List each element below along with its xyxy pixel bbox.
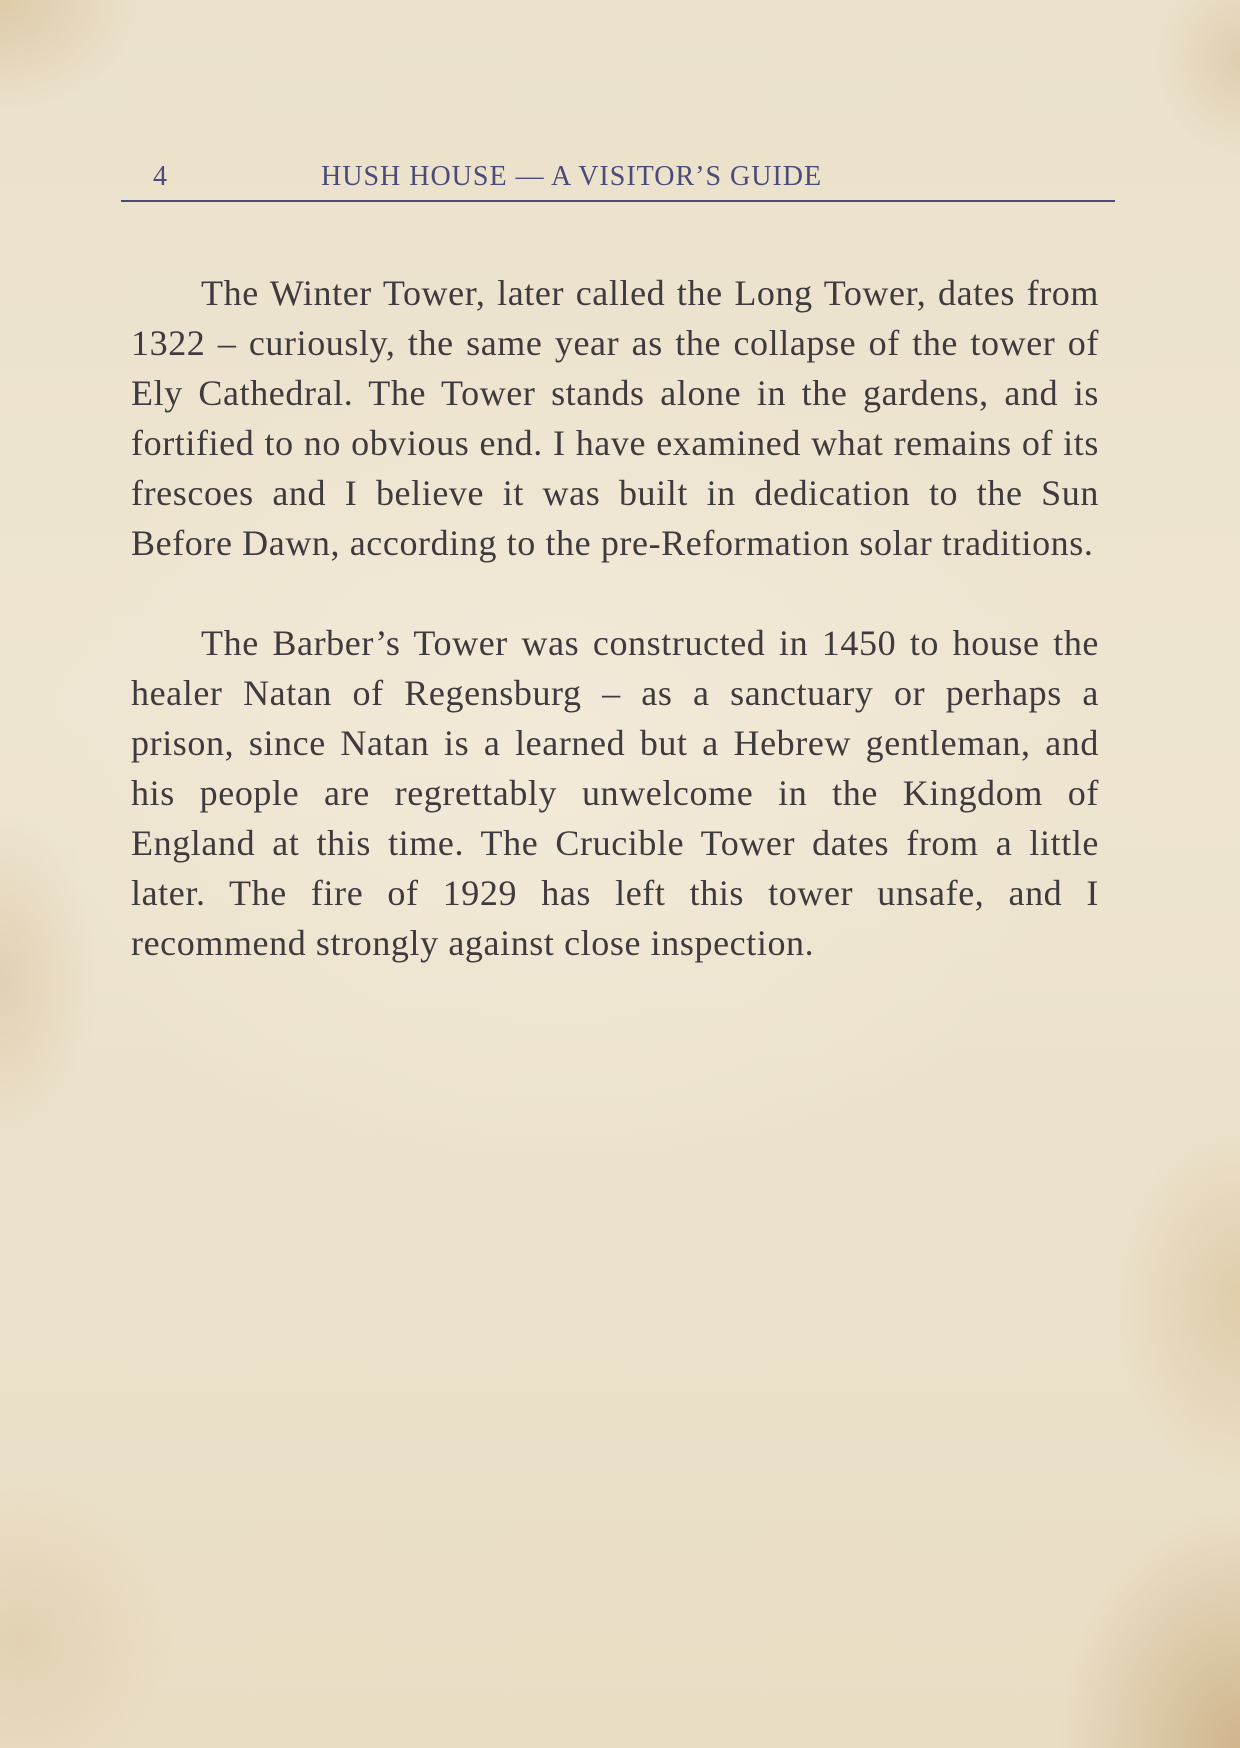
page-number: 4 (153, 161, 168, 192)
paragraph-barbers-tower: The Barber’s Tower was constructed in 1450 to house the healer Natan of Regensburg – as a sanctuary or perhaps a prison, since Natan is a learned but a Hebrew gentleman, and his people are regrettably unwelcome in the Kingdom of England at this time. The Crucible Tower dates from a little later. The fire of 1929 has left this tower unsafe, and I recommend strongly against close inspection. (131, 623, 1099, 963)
body-text (131, 268, 1099, 1018)
book-title: HUSH HOUSE — A VISITOR’S GUIDE (321, 161, 823, 192)
paragraph-winter-tower: The Winter Tower, later called the Long Tower, dates from 1322 – curiously, the same year as the collapse of the tower of Ely Cathedral. The Tower stands alone in the gardens, and is fortified to no obvious end. I have examined what remains of its frescoes and I believe it was built in dedication to the Sun Before Dawn, according to the pre-Reformation solar traditions. (131, 273, 1099, 563)
running-header (121, 158, 1115, 202)
